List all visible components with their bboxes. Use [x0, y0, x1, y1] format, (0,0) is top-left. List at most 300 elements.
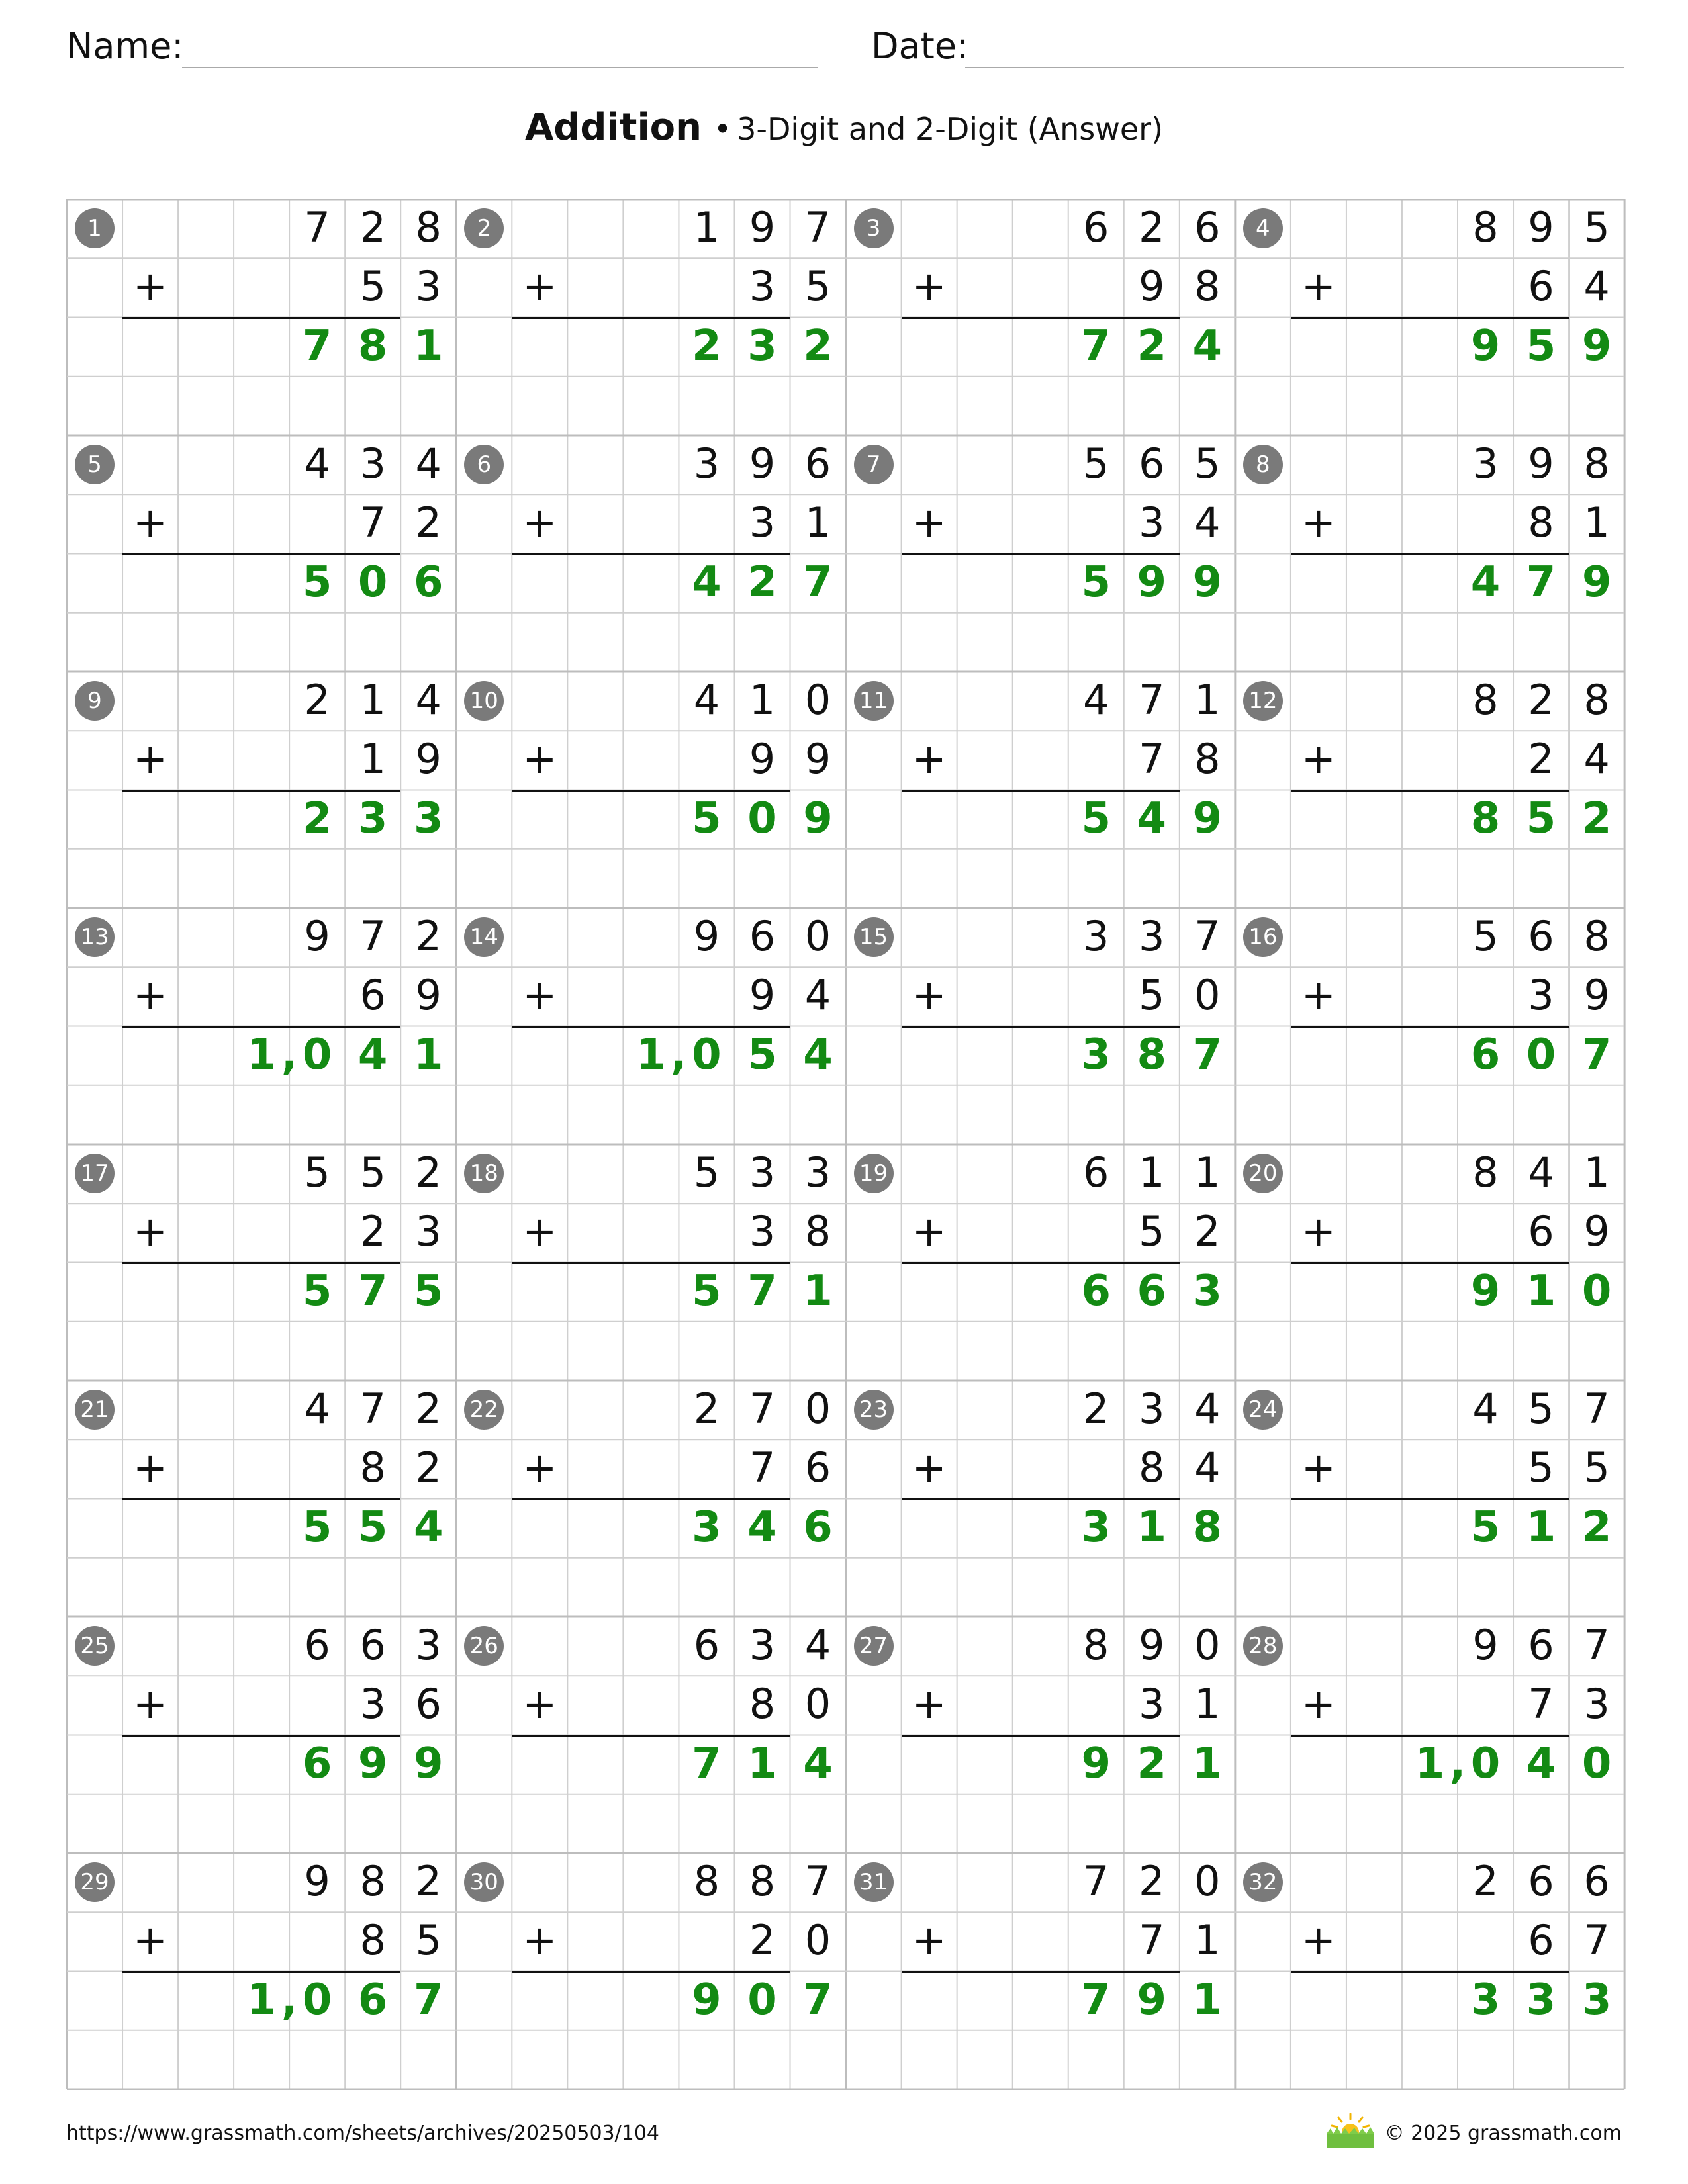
addend-top-digit: 3: [749, 1620, 776, 1669]
answer-digit: 5: [302, 558, 332, 608]
name-line[interactable]: [182, 67, 818, 68]
answer-digit: 4: [747, 1503, 777, 1553]
answer-digit: 2: [1581, 1503, 1612, 1553]
addend-top-digit: 8: [693, 1856, 720, 1905]
answer-digit: 5: [747, 1030, 777, 1080]
plus-sign: +: [522, 261, 557, 310]
addend-top-digit: 4: [304, 439, 330, 488]
addend-top-digit: 1: [1194, 1148, 1221, 1197]
answer-digit: 2: [803, 322, 833, 371]
addend-top-digit: 3: [693, 439, 720, 488]
addend-top-digit: 7: [359, 911, 386, 960]
addend-top-digit: 2: [1528, 675, 1554, 724]
problem-number-badge: 32: [1243, 1862, 1283, 1902]
addend-top-digit: 9: [304, 1856, 330, 1905]
sum-line: [902, 317, 1180, 319]
addend-top-digit: 6: [1528, 1620, 1554, 1669]
answer-digit: 7: [302, 322, 332, 371]
problem-number-badge: 25: [75, 1626, 115, 1666]
sum-line: [122, 790, 400, 792]
addend-top-digit: 6: [749, 911, 776, 960]
addend-bottom-digit: 0: [804, 1915, 831, 1964]
problem-number-badge: 27: [854, 1626, 894, 1666]
answer-digit: 5: [357, 1503, 388, 1553]
addend-top-digit: 0: [804, 1384, 831, 1433]
addend-top-digit: 6: [1194, 203, 1221, 251]
answer-digit: 9: [1192, 794, 1223, 844]
addend-bottom-digit: 5: [1528, 1443, 1554, 1492]
addend-top-digit: 1: [749, 675, 776, 724]
addend-bottom-digit: 4: [804, 970, 831, 1019]
addend-bottom-digit: 3: [1139, 1679, 1165, 1728]
problem-number-badge: 24: [1243, 1390, 1283, 1430]
answer-digit: 7: [1081, 1976, 1111, 2025]
date-label: Date:: [871, 25, 969, 67]
answer-digit: 6: [1081, 1267, 1111, 1316]
addend-top-digit: 7: [304, 203, 330, 251]
answer-digit: 6: [413, 558, 444, 608]
answer-digit: 1: [1192, 1976, 1223, 2025]
sum-line: [1291, 1026, 1569, 1028]
addend-bottom-digit: 3: [415, 1206, 442, 1255]
answer-digit: 5: [1526, 794, 1556, 844]
problem-number-badge: 30: [464, 1862, 504, 1902]
answer-digit: 6: [357, 1976, 388, 2025]
answer-digit: 9: [803, 794, 833, 844]
plus-sign: +: [133, 1443, 167, 1492]
answer-digit: 3: [1081, 1030, 1111, 1080]
addend-bottom-digit: 2: [749, 1915, 776, 1964]
plus-sign: +: [522, 970, 557, 1019]
addend-bottom-digit: 9: [1583, 970, 1610, 1019]
addend-top-digit: 6: [1528, 1856, 1554, 1905]
addend-top-digit: 9: [1472, 1620, 1499, 1669]
addend-top-digit: 5: [359, 1148, 386, 1197]
addend-bottom-digit: 3: [749, 261, 776, 310]
answer-digit: 1: [1415, 1739, 1445, 1789]
answer-digit: 4: [1192, 322, 1223, 371]
addend-bottom-digit: 8: [749, 1679, 776, 1728]
answer-digit: 2: [692, 322, 722, 371]
addend-bottom-digit: 9: [415, 734, 442, 783]
addend-top-digit: 7: [1583, 1620, 1610, 1669]
addend-top-digit: 1: [1583, 1148, 1610, 1197]
problem-number-badge: 28: [1243, 1626, 1283, 1666]
answer-digit: 1: [1526, 1267, 1556, 1316]
addend-top-digit: 4: [415, 675, 442, 724]
addend-top-digit: 8: [359, 1856, 386, 1905]
answer-digit: 3: [747, 322, 777, 371]
problem-number-badge: 1: [75, 208, 115, 248]
answer-digit: 8: [1137, 1030, 1167, 1080]
sum-line: [122, 553, 400, 555]
addend-top-digit: 9: [749, 439, 776, 488]
footer-url: https://www.grassmath.com/sheets/archives/20250503/104: [66, 2122, 660, 2145]
addend-top-digit: 4: [304, 1384, 330, 1433]
addend-top-digit: 8: [1583, 675, 1610, 724]
sum-line: [122, 1971, 400, 1973]
addend-top-digit: 8: [749, 1856, 776, 1905]
answer-digit: 5: [302, 1503, 332, 1553]
answer-digit: 1: [246, 1030, 277, 1080]
addend-bottom-digit: 1: [359, 734, 386, 783]
addend-bottom-digit: 3: [1139, 498, 1165, 547]
sum-line: [512, 1498, 790, 1500]
sum-line: [122, 317, 400, 319]
plus-sign: +: [522, 1443, 557, 1492]
addend-bottom-digit: 8: [1139, 1443, 1165, 1492]
addend-top-digit: 5: [1472, 911, 1499, 960]
answer-digit: 6: [1137, 1267, 1167, 1316]
addend-top-digit: 7: [1194, 911, 1221, 960]
addend-top-digit: 3: [359, 439, 386, 488]
plus-sign: +: [1301, 970, 1336, 1019]
answer-digit: 0: [1526, 1030, 1556, 1080]
addend-top-digit: 0: [1194, 1856, 1221, 1905]
answer-digit: 9: [413, 1739, 444, 1789]
answer-digit: 1: [1137, 1503, 1167, 1553]
addend-bottom-digit: 5: [1583, 1443, 1610, 1492]
plus-sign: +: [133, 1206, 167, 1255]
addend-top-digit: 9: [1528, 439, 1554, 488]
plus-sign: +: [912, 1679, 947, 1728]
problem-number-badge: 2: [464, 208, 504, 248]
answer-digit: 0: [1581, 1267, 1612, 1316]
sum-line: [512, 1026, 790, 1028]
addend-top-digit: 3: [1139, 911, 1165, 960]
addend-top-digit: 9: [749, 203, 776, 251]
addend-top-digit: 3: [415, 1620, 442, 1669]
addend-bottom-digit: 4: [1583, 261, 1610, 310]
problem-number-badge: 16: [1243, 917, 1283, 957]
addend-bottom-digit: 3: [1583, 1679, 1610, 1728]
addend-top-digit: 9: [1139, 1620, 1165, 1669]
addend-bottom-digit: 2: [415, 1443, 442, 1492]
addend-bottom-digit: 8: [1194, 261, 1221, 310]
problem-number-badge: 13: [75, 917, 115, 957]
sum-line: [1291, 1735, 1569, 1737]
answer-comma: ,: [281, 1030, 298, 1080]
addend-bottom-digit: 9: [749, 734, 776, 783]
plus-sign: +: [1301, 498, 1336, 547]
answer-digit: 0: [1470, 1739, 1501, 1789]
addend-bottom-digit: 6: [1528, 261, 1554, 310]
addend-bottom-digit: 7: [359, 498, 386, 547]
addend-top-digit: 6: [1082, 203, 1109, 251]
answer-digit: 9: [1137, 1976, 1167, 2025]
answer-digit: 3: [1470, 1976, 1501, 2025]
plus-sign: +: [912, 1915, 947, 1964]
addend-top-digit: 1: [1194, 675, 1221, 724]
name-label: Name:: [66, 25, 184, 67]
addend-bottom-digit: 0: [804, 1679, 831, 1728]
addend-top-digit: 3: [1082, 911, 1109, 960]
problem-number-badge: 22: [464, 1390, 504, 1430]
problem-number-badge: 14: [464, 917, 504, 957]
problem-number-badge: 8: [1243, 445, 1283, 484]
addend-bottom-digit: 7: [1139, 1915, 1165, 1964]
answer-digit: 3: [1081, 1503, 1111, 1553]
addend-top-digit: 7: [359, 1384, 386, 1433]
plus-sign: +: [133, 1915, 167, 1964]
answer-digit: 4: [357, 1030, 388, 1080]
addend-top-digit: 2: [415, 1384, 442, 1433]
plus-sign: +: [522, 1915, 557, 1964]
addend-top-digit: 4: [693, 675, 720, 724]
addend-bottom-digit: 3: [749, 498, 776, 547]
sum-line: [902, 1498, 1180, 1500]
answer-digit: 0: [747, 794, 777, 844]
addend-top-digit: 5: [1194, 439, 1221, 488]
addend-top-digit: 2: [1139, 203, 1165, 251]
addend-top-digit: 6: [693, 1620, 720, 1669]
addend-top-digit: 1: [693, 203, 720, 251]
addend-bottom-digit: 5: [415, 1915, 442, 1964]
answer-digit: 5: [1526, 322, 1556, 371]
answer-digit: 4: [1526, 1739, 1556, 1789]
addend-top-digit: 7: [804, 203, 831, 251]
sum-line: [1291, 1971, 1569, 1973]
plus-sign: +: [133, 498, 167, 547]
addend-top-digit: 3: [749, 1148, 776, 1197]
footer-copyright: © 2025 grassmath.com: [1384, 2122, 1622, 2145]
addend-bottom-digit: 6: [359, 970, 386, 1019]
sum-line: [1291, 790, 1569, 792]
sum-line: [512, 1735, 790, 1737]
addend-top-digit: 6: [359, 1620, 386, 1669]
answer-digit: 9: [1581, 322, 1612, 371]
addend-bottom-digit: 9: [804, 734, 831, 783]
addend-bottom-digit: 5: [1139, 970, 1165, 1019]
addend-bottom-digit: 7: [749, 1443, 776, 1492]
addend-top-digit: 5: [304, 1148, 330, 1197]
answer-digit: 3: [692, 1503, 722, 1553]
answer-digit: 5: [413, 1267, 444, 1316]
answer-digit: 4: [1137, 794, 1167, 844]
answer-digit: 1: [1192, 1739, 1223, 1789]
answer-digit: 2: [1137, 322, 1167, 371]
addend-bottom-digit: 8: [359, 1915, 386, 1964]
answer-digit: 1: [1526, 1503, 1556, 1553]
problem-number-badge: 26: [464, 1626, 504, 1666]
addend-top-digit: 3: [804, 1148, 831, 1197]
answer-digit: 7: [1192, 1030, 1223, 1080]
answer-digit: 7: [413, 1976, 444, 2025]
answer-comma: ,: [281, 1976, 298, 2025]
answer-digit: 2: [1137, 1739, 1167, 1789]
answer-digit: 0: [692, 1030, 722, 1080]
answer-digit: 4: [1470, 558, 1501, 608]
plus-sign: +: [522, 1679, 557, 1728]
answer-digit: 8: [1470, 794, 1501, 844]
addend-bottom-digit: 9: [415, 970, 442, 1019]
sum-line: [902, 553, 1180, 555]
problem-number-badge: 29: [75, 1862, 115, 1902]
addend-bottom-digit: 7: [1139, 734, 1165, 783]
answer-digit: 4: [413, 1503, 444, 1553]
plus-sign: +: [1301, 1679, 1336, 1728]
addend-top-digit: 7: [749, 1384, 776, 1433]
addend-top-digit: 7: [1139, 675, 1165, 724]
answer-digit: 0: [302, 1030, 332, 1080]
sum-line: [122, 1262, 400, 1264]
answer-digit: 7: [1526, 558, 1556, 608]
answer-digit: 5: [1081, 558, 1111, 608]
answer-digit: 1: [803, 1267, 833, 1316]
plus-sign: +: [912, 734, 947, 783]
answer-digit: 9: [357, 1739, 388, 1789]
addend-bottom-digit: 5: [359, 261, 386, 310]
addend-bottom-digit: 4: [1194, 1443, 1221, 1492]
answer-digit: 7: [357, 1267, 388, 1316]
answer-digit: 3: [413, 794, 444, 844]
problem-number-badge: 12: [1243, 681, 1283, 721]
addend-top-digit: 6: [1082, 1148, 1109, 1197]
plus-sign: +: [133, 970, 167, 1019]
addend-bottom-digit: 2: [415, 498, 442, 547]
answer-digit: 6: [803, 1503, 833, 1553]
sum-line: [1291, 1498, 1569, 1500]
answer-digit: 3: [1526, 1976, 1556, 2025]
sum-line: [512, 553, 790, 555]
answer-digit: 5: [692, 794, 722, 844]
answer-digit: 1: [413, 1030, 444, 1080]
answer-digit: 7: [1081, 322, 1111, 371]
addend-top-digit: 6: [804, 439, 831, 488]
addend-top-digit: 2: [304, 675, 330, 724]
addend-top-digit: 6: [1528, 911, 1554, 960]
addend-top-digit: 7: [1583, 1384, 1610, 1433]
addend-bottom-digit: 9: [1139, 261, 1165, 310]
problem-number-badge: 17: [75, 1154, 115, 1193]
addend-top-digit: 5: [693, 1148, 720, 1197]
addend-top-digit: 9: [304, 911, 330, 960]
addend-bottom-digit: 1: [1583, 498, 1610, 547]
problem-number-badge: 15: [854, 917, 894, 957]
addend-bottom-digit: 6: [804, 1443, 831, 1492]
answer-digit: 1: [413, 322, 444, 371]
addend-top-digit: 8: [1583, 439, 1610, 488]
addend-bottom-digit: 2: [1194, 1206, 1221, 1255]
addend-top-digit: 5: [1528, 1384, 1554, 1433]
addend-bottom-digit: 8: [1528, 498, 1554, 547]
answer-digit: 6: [1470, 1030, 1501, 1080]
answer-digit: 9: [692, 1976, 722, 2025]
answer-digit: 9: [1137, 558, 1167, 608]
addend-top-digit: 6: [304, 1620, 330, 1669]
addend-top-digit: 8: [1472, 675, 1499, 724]
addend-bottom-digit: 5: [1139, 1206, 1165, 1255]
sum-line: [512, 790, 790, 792]
answer-digit: 8: [1192, 1503, 1223, 1553]
answer-comma: ,: [671, 1030, 687, 1080]
addend-top-digit: 6: [1139, 439, 1165, 488]
grass-sun-logo-icon: [1324, 2111, 1377, 2150]
answer-digit: 5: [692, 1267, 722, 1316]
answer-digit: 7: [1581, 1030, 1612, 1080]
answer-digit: 2: [302, 794, 332, 844]
answer-digit: 2: [1581, 794, 1612, 844]
problem-number-badge: 11: [854, 681, 894, 721]
addend-top-digit: 2: [1139, 1856, 1165, 1905]
addend-top-digit: 8: [1472, 1148, 1499, 1197]
addend-top-digit: 8: [1472, 203, 1499, 251]
date-line[interactable]: [965, 67, 1624, 68]
sum-line: [902, 1971, 1180, 1973]
sum-line: [512, 317, 790, 319]
problem-number-badge: 18: [464, 1154, 504, 1193]
sum-line: [512, 1971, 790, 1973]
addend-bottom-digit: 1: [1194, 1915, 1221, 1964]
answer-digit: 0: [302, 1976, 332, 2025]
addend-top-digit: 8: [415, 203, 442, 251]
problem-number-badge: 23: [854, 1390, 894, 1430]
plus-sign: +: [522, 734, 557, 783]
addend-bottom-digit: 3: [415, 261, 442, 310]
answer-digit: 9: [1470, 1267, 1501, 1316]
answer-digit: 4: [692, 558, 722, 608]
answer-digit: 4: [803, 1739, 833, 1789]
addend-top-digit: 2: [1082, 1384, 1109, 1433]
addend-bottom-digit: 6: [1528, 1915, 1554, 1964]
addend-bottom-digit: 7: [1528, 1679, 1554, 1728]
answer-digit: 7: [803, 1976, 833, 2025]
answer-digit: 0: [357, 558, 388, 608]
addend-bottom-digit: 1: [804, 498, 831, 547]
title-main: Addition: [524, 106, 702, 149]
addend-top-digit: 0: [804, 911, 831, 960]
sum-line: [122, 1735, 400, 1737]
answer-digit: 1: [747, 1739, 777, 1789]
addend-bottom-digit: 1: [1194, 1679, 1221, 1728]
title-separator: •: [713, 111, 732, 147]
addend-top-digit: 9: [693, 911, 720, 960]
addend-top-digit: 5: [1583, 203, 1610, 251]
addend-bottom-digit: 8: [1194, 734, 1221, 783]
problem-number-badge: 6: [464, 445, 504, 484]
problem-number-badge: 19: [854, 1154, 894, 1193]
addend-bottom-digit: 0: [1194, 970, 1221, 1019]
addend-bottom-digit: 8: [359, 1443, 386, 1492]
problem-number-badge: 21: [75, 1390, 115, 1430]
sum-line: [512, 1262, 790, 1264]
answer-digit: 9: [1581, 558, 1612, 608]
addend-bottom-digit: 2: [1528, 734, 1554, 783]
sum-line: [122, 1026, 400, 1028]
answer-digit: 3: [1581, 1976, 1612, 2025]
plus-sign: +: [912, 498, 947, 547]
answer-digit: 5: [1081, 794, 1111, 844]
addend-top-digit: 9: [1528, 203, 1554, 251]
addend-top-digit: 3: [1472, 439, 1499, 488]
answer-digit: 8: [357, 322, 388, 371]
answer-digit: 6: [302, 1739, 332, 1789]
problem-number-badge: 9: [75, 681, 115, 721]
problem-number-badge: 7: [854, 445, 894, 484]
addend-top-digit: 4: [804, 1620, 831, 1669]
plus-sign: +: [1301, 734, 1336, 783]
addend-top-digit: 4: [1472, 1384, 1499, 1433]
addend-bottom-digit: 6: [415, 1679, 442, 1728]
addend-bottom-digit: 2: [359, 1206, 386, 1255]
addend-top-digit: 4: [1528, 1148, 1554, 1197]
addend-top-digit: 2: [1472, 1856, 1499, 1905]
plus-sign: +: [1301, 1915, 1336, 1964]
addend-top-digit: 0: [1194, 1620, 1221, 1669]
addend-top-digit: 2: [693, 1384, 720, 1433]
addend-bottom-digit: 3: [749, 1206, 776, 1255]
sum-line: [902, 1262, 1180, 1264]
